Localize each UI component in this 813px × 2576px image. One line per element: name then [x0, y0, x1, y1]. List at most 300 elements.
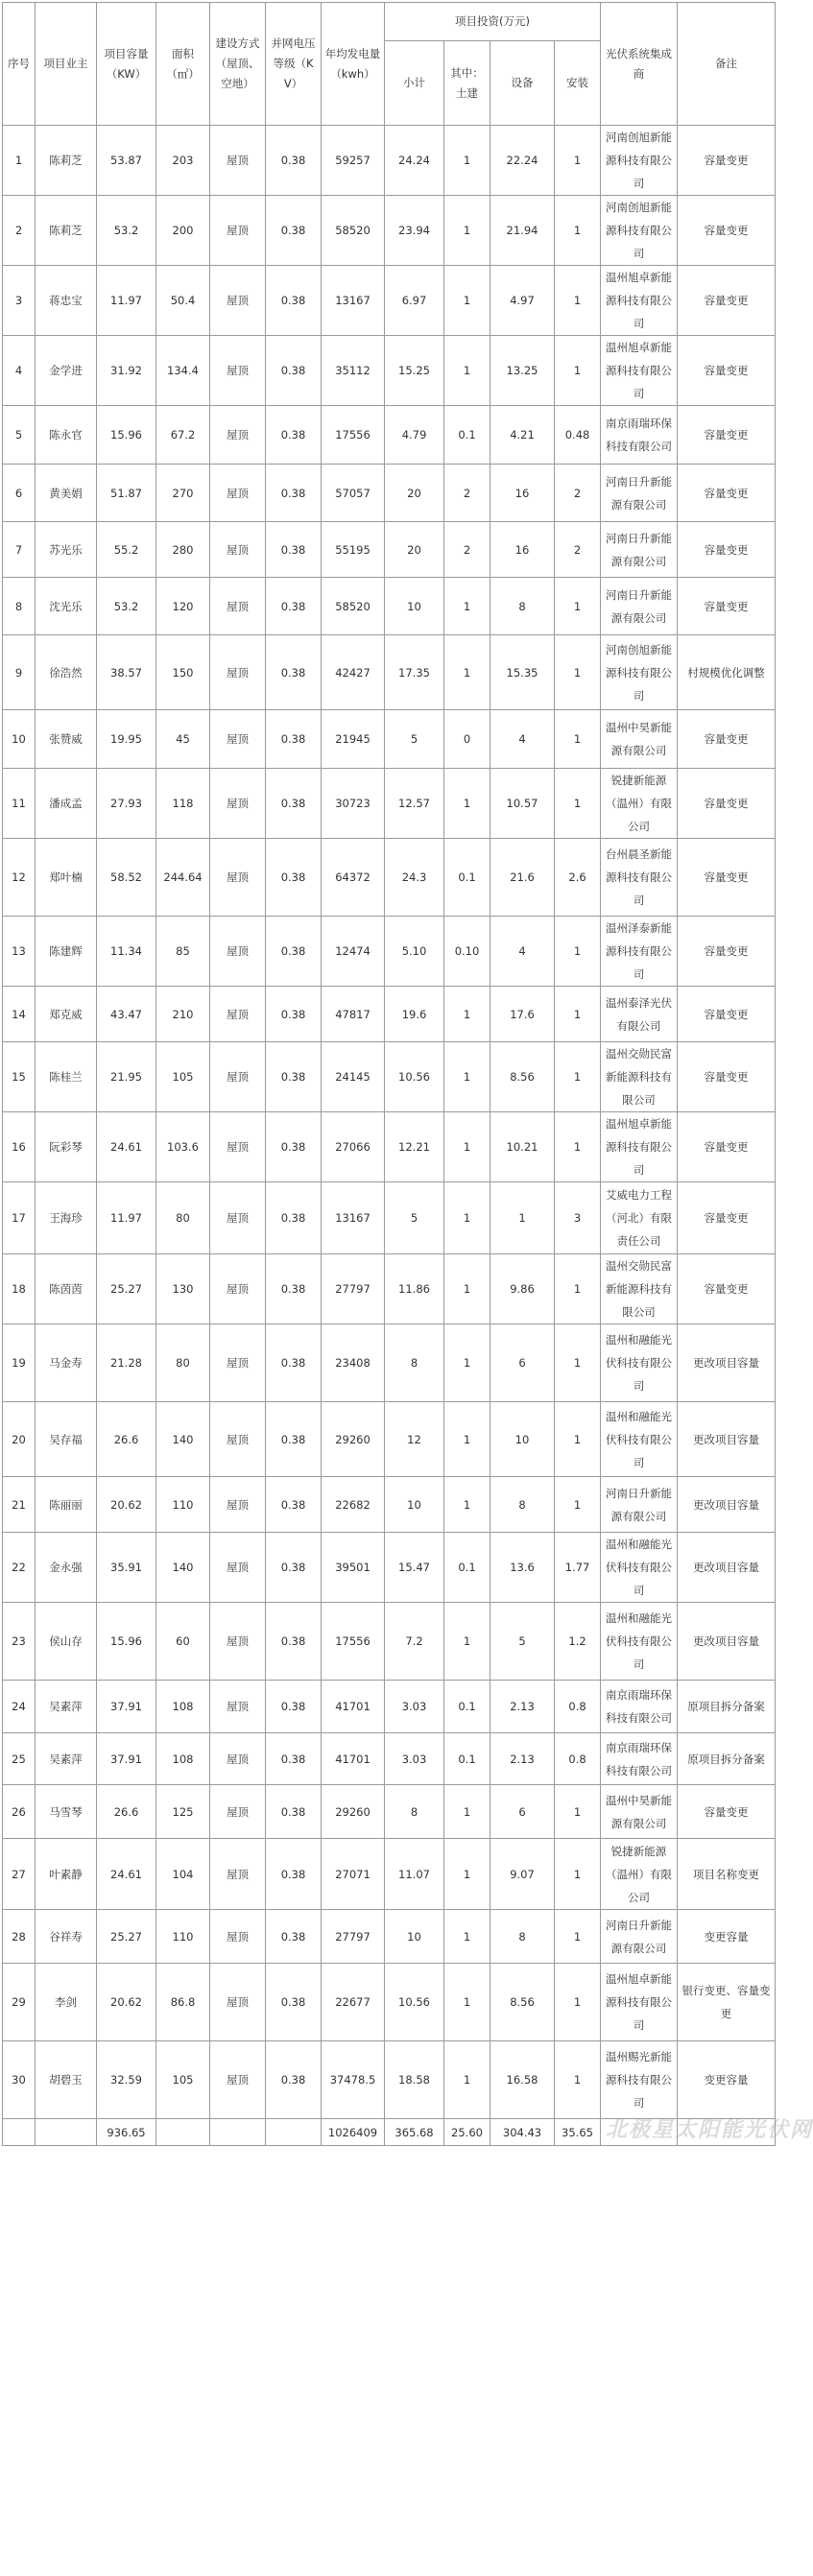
- cell-install: 1: [555, 1964, 601, 2041]
- cell-integrator: 河南创旭新能源科技有限公司: [601, 126, 678, 196]
- cell-owner: 陈建辉: [36, 917, 97, 987]
- cell-owner: 蒋忠宝: [36, 266, 97, 336]
- cell-integrator: 南京雨瑞环保科技有限公司: [601, 406, 678, 465]
- cell-seq: 11: [3, 769, 36, 839]
- cell-subtotal: 23.94: [385, 196, 444, 266]
- cell-remark: 容量变更: [678, 1182, 776, 1254]
- cell-equipment: 9.86: [490, 1254, 555, 1324]
- cell-build: 屋顶: [210, 1042, 266, 1112]
- cell-install: 1.2: [555, 1603, 601, 1681]
- cell-equipment: 1: [490, 1182, 555, 1254]
- cell-area: 85: [156, 917, 210, 987]
- total-cell-owner: [36, 2119, 97, 2146]
- cell-remark: 变更容量: [678, 2041, 776, 2119]
- cell-equipment: 16.58: [490, 2041, 555, 2119]
- cell-equipment: 8: [490, 578, 555, 635]
- cell-area: 67.2: [156, 406, 210, 465]
- cell-voltage: 0.38: [266, 266, 322, 336]
- cell-equipment: 8: [490, 1910, 555, 1964]
- cell-owner: 陈莉芝: [36, 126, 97, 196]
- table-row: [3, 1254, 776, 1324]
- cell-integrator: 温州中昊新能源有限公司: [601, 1785, 678, 1839]
- cell-seq: 26: [3, 1785, 36, 1839]
- cell-equipment: 8.56: [490, 1042, 555, 1112]
- table-row: [3, 126, 776, 196]
- cell-install: 2.6: [555, 839, 601, 917]
- cell-integrator: 温州和融能光伏科技有限公司: [601, 1402, 678, 1477]
- cell-install: 1: [555, 1785, 601, 1839]
- header-remark: 备注: [678, 3, 776, 126]
- cell-install: 1: [555, 266, 601, 336]
- project-table: [2, 2, 813, 2146]
- cell-build: 屋顶: [210, 1182, 266, 1254]
- cell-equipment: 4: [490, 710, 555, 769]
- cell-civil: 1: [444, 1112, 490, 1182]
- cell-equipment: 9.07: [490, 1839, 555, 1910]
- cell-area: 150: [156, 635, 210, 710]
- cell-civil: 1: [444, 1254, 490, 1324]
- cell-generation: 17556: [322, 406, 385, 465]
- cell-owner: 苏光乐: [36, 522, 97, 578]
- cell-generation: 23408: [322, 1324, 385, 1402]
- cell-generation: 41701: [322, 1733, 385, 1785]
- cell-seq: 17: [3, 1182, 36, 1254]
- cell-remark: 更改项目容量: [678, 1402, 776, 1477]
- cell-area: 120: [156, 578, 210, 635]
- cell-owner: 郑克威: [36, 987, 97, 1042]
- cell-generation: 39501: [322, 1533, 385, 1603]
- cell-remark: 容量变更: [678, 769, 776, 839]
- cell-voltage: 0.38: [266, 2041, 322, 2119]
- cell-equipment: 5: [490, 1603, 555, 1681]
- header-investment: 项目投资(万元): [385, 3, 601, 41]
- cell-subtotal: 15.47: [385, 1533, 444, 1603]
- cell-build: 屋顶: [210, 1603, 266, 1681]
- cell-integrator: 温州赐光新能源科技有限公司: [601, 2041, 678, 2119]
- cell-capacity: 43.47: [97, 987, 156, 1042]
- cell-subtotal: 24.3: [385, 839, 444, 917]
- cell-area: 50.4: [156, 266, 210, 336]
- cell-subtotal: 6.97: [385, 266, 444, 336]
- cell-equipment: 15.35: [490, 635, 555, 710]
- cell-equipment: 4.21: [490, 406, 555, 465]
- cell-build: 屋顶: [210, 406, 266, 465]
- cell-equipment: 6: [490, 1785, 555, 1839]
- cell-seq: 2: [3, 196, 36, 266]
- cell-civil: 1: [444, 336, 490, 406]
- cell-generation: 27071: [322, 1839, 385, 1910]
- cell-subtotal: 5.10: [385, 917, 444, 987]
- cell-integrator: 温州旭卓新能源科技有限公司: [601, 266, 678, 336]
- cell-subtotal: 10.56: [385, 1042, 444, 1112]
- cell-install: 1: [555, 1402, 601, 1477]
- cell-equipment: 13.6: [490, 1533, 555, 1603]
- cell-voltage: 0.38: [266, 1182, 322, 1254]
- cell-capacity: 15.96: [97, 1603, 156, 1681]
- cell-integrator: 温州和融能光伏科技有限公司: [601, 1324, 678, 1402]
- cell-voltage: 0.38: [266, 522, 322, 578]
- cell-generation: 27797: [322, 1910, 385, 1964]
- cell-remark: 容量变更: [678, 839, 776, 917]
- cell-build: 屋顶: [210, 710, 266, 769]
- cell-area: 45: [156, 710, 210, 769]
- cell-voltage: 0.38: [266, 839, 322, 917]
- header-voltage: 并网电压等级（KV）: [266, 3, 322, 126]
- cell-remark: 更改项目容量: [678, 1324, 776, 1402]
- cell-owner: 徐浩然: [36, 635, 97, 710]
- cell-area: 80: [156, 1182, 210, 1254]
- cell-integrator: 台州晨圣新能源科技有限公司: [601, 839, 678, 917]
- cell-integrator: 河南日升新能源有限公司: [601, 465, 678, 522]
- cell-capacity: 25.27: [97, 1254, 156, 1324]
- cell-capacity: 11.97: [97, 266, 156, 336]
- cell-equipment: 22.24: [490, 126, 555, 196]
- table-row: [3, 1533, 776, 1603]
- cell-seq: 3: [3, 266, 36, 336]
- cell-civil: 1: [444, 578, 490, 635]
- cell-owner: 陈茵茵: [36, 1254, 97, 1324]
- cell-remark: 更改项目容量: [678, 1533, 776, 1603]
- cell-area: 270: [156, 465, 210, 522]
- cell-area: 86.8: [156, 1964, 210, 2041]
- header-equipment: 设备: [490, 41, 555, 126]
- table-row: [3, 1182, 776, 1254]
- cell-equipment: 4.97: [490, 266, 555, 336]
- cell-install: 2: [555, 522, 601, 578]
- cell-integrator: 河南日升新能源有限公司: [601, 522, 678, 578]
- cell-owner: 陈莉芝: [36, 196, 97, 266]
- cell-area: 108: [156, 1733, 210, 1785]
- cell-remark: 容量变更: [678, 336, 776, 406]
- cell-owner: 叶素静: [36, 1839, 97, 1910]
- cell-civil: 1: [444, 2041, 490, 2119]
- cell-owner: 胡碧玉: [36, 2041, 97, 2119]
- header-install: 安装: [555, 41, 601, 126]
- cell-generation: 29260: [322, 1402, 385, 1477]
- cell-capacity: 53.2: [97, 196, 156, 266]
- table-row: [3, 1042, 776, 1112]
- cell-generation: 58520: [322, 196, 385, 266]
- cell-remark: 容量变更: [678, 465, 776, 522]
- cell-remark: 容量变更: [678, 1042, 776, 1112]
- cell-install: 1: [555, 1112, 601, 1182]
- cell-subtotal: 20: [385, 522, 444, 578]
- cell-voltage: 0.38: [266, 1839, 322, 1910]
- cell-voltage: 0.38: [266, 710, 322, 769]
- cell-install: 1: [555, 987, 601, 1042]
- cell-equipment: 16: [490, 522, 555, 578]
- cell-equipment: 16: [490, 465, 555, 522]
- cell-generation: 27066: [322, 1112, 385, 1182]
- cell-generation: 22682: [322, 1477, 385, 1533]
- cell-owner: 马金寿: [36, 1324, 97, 1402]
- cell-capacity: 24.61: [97, 1112, 156, 1182]
- cell-voltage: 0.38: [266, 465, 322, 522]
- cell-integrator: 河南创旭新能源科技有限公司: [601, 635, 678, 710]
- cell-capacity: 21.95: [97, 1042, 156, 1112]
- cell-remark: 容量变更: [678, 522, 776, 578]
- cell-integrator: 温州交勋民富新能源科技有限公司: [601, 1254, 678, 1324]
- cell-voltage: 0.38: [266, 1964, 322, 2041]
- table-body: [3, 126, 813, 2146]
- cell-civil: 1: [444, 1477, 490, 1533]
- cell-owner: 王海珍: [36, 1182, 97, 1254]
- cell-civil: 0.1: [444, 1733, 490, 1785]
- cell-area: 200: [156, 196, 210, 266]
- cell-capacity: 20.62: [97, 1477, 156, 1533]
- header-civil: 其中：土建: [444, 41, 490, 126]
- cell-generation: 64372: [322, 839, 385, 917]
- cell-equipment: 10.57: [490, 769, 555, 839]
- cell-build: 屋顶: [210, 1839, 266, 1910]
- total-cell-civil: 25.60: [444, 2119, 490, 2146]
- cell-area: 105: [156, 1042, 210, 1112]
- table-row: [3, 578, 776, 635]
- cell-civil: 1: [444, 1603, 490, 1681]
- cell-capacity: 11.34: [97, 917, 156, 987]
- cell-integrator: 温州中昊新能源有限公司: [601, 710, 678, 769]
- total-cell-equipment: 304.43: [490, 2119, 555, 2146]
- cell-install: 1: [555, 336, 601, 406]
- table-row: [3, 769, 776, 839]
- cell-voltage: 0.38: [266, 1910, 322, 1964]
- cell-generation: 37478.5: [322, 2041, 385, 2119]
- cell-integrator: 南京雨瑞环保科技有限公司: [601, 1733, 678, 1785]
- cell-seq: 13: [3, 917, 36, 987]
- cell-install: 1: [555, 769, 601, 839]
- cell-voltage: 0.38: [266, 1254, 322, 1324]
- cell-install: 0.8: [555, 1681, 601, 1733]
- cell-subtotal: 5: [385, 1182, 444, 1254]
- cell-civil: 0.1: [444, 1681, 490, 1733]
- cell-remark: 变更容量: [678, 1910, 776, 1964]
- cell-area: 140: [156, 1402, 210, 1477]
- cell-generation: 59257: [322, 126, 385, 196]
- cell-subtotal: 17.35: [385, 635, 444, 710]
- cell-build: 屋顶: [210, 2041, 266, 2119]
- cell-voltage: 0.38: [266, 1785, 322, 1839]
- cell-integrator: 河南创旭新能源科技有限公司: [601, 196, 678, 266]
- cell-subtotal: 10.56: [385, 1964, 444, 2041]
- cell-voltage: 0.38: [266, 1477, 322, 1533]
- table-row: [3, 465, 776, 522]
- cell-capacity: 15.96: [97, 406, 156, 465]
- cell-generation: 27797: [322, 1254, 385, 1324]
- total-cell-generation: 1026409: [322, 2119, 385, 2146]
- cell-integrator: 锐捷新能源（温州）有限公司: [601, 1839, 678, 1910]
- cell-build: 屋顶: [210, 635, 266, 710]
- cell-remark: 银行变更、容量变更: [678, 1964, 776, 2041]
- cell-seq: 25: [3, 1733, 36, 1785]
- cell-generation: 35112: [322, 336, 385, 406]
- cell-remark: 容量变更: [678, 578, 776, 635]
- cell-build: 屋顶: [210, 917, 266, 987]
- cell-equipment: 17.6: [490, 987, 555, 1042]
- cell-capacity: 26.6: [97, 1402, 156, 1477]
- cell-integrator: 温州和融能光伏科技有限公司: [601, 1603, 678, 1681]
- cell-install: 1: [555, 2041, 601, 2119]
- cell-owner: 潘成孟: [36, 769, 97, 839]
- cell-install: 2: [555, 465, 601, 522]
- cell-voltage: 0.38: [266, 1042, 322, 1112]
- total-cell-build: [210, 2119, 266, 2146]
- cell-equipment: 21.94: [490, 196, 555, 266]
- cell-seq: 24: [3, 1681, 36, 1733]
- cell-seq: 8: [3, 578, 36, 635]
- cell-subtotal: 12.21: [385, 1112, 444, 1182]
- cell-install: 1: [555, 1324, 601, 1402]
- cell-seq: 7: [3, 522, 36, 578]
- cell-seq: 28: [3, 1910, 36, 1964]
- cell-subtotal: 12.57: [385, 769, 444, 839]
- cell-civil: 1: [444, 1402, 490, 1477]
- cell-generation: 42427: [322, 635, 385, 710]
- cell-build: 屋顶: [210, 1910, 266, 1964]
- cell-install: 1: [555, 1839, 601, 1910]
- cell-equipment: 2.13: [490, 1681, 555, 1733]
- cell-capacity: 38.57: [97, 635, 156, 710]
- cell-equipment: 21.6: [490, 839, 555, 917]
- cell-voltage: 0.38: [266, 126, 322, 196]
- cell-build: 屋顶: [210, 1785, 266, 1839]
- cell-owner: 谷祥寿: [36, 1910, 97, 1964]
- cell-owner: 陈丽丽: [36, 1477, 97, 1533]
- cell-install: 1: [555, 1477, 601, 1533]
- cell-voltage: 0.38: [266, 1324, 322, 1402]
- cell-install: 1.77: [555, 1533, 601, 1603]
- cell-generation: 55195: [322, 522, 385, 578]
- cell-install: 1: [555, 578, 601, 635]
- cell-install: 0.48: [555, 406, 601, 465]
- cell-remark: 容量变更: [678, 1112, 776, 1182]
- cell-owner: 阮彩琴: [36, 1112, 97, 1182]
- cell-area: 118: [156, 769, 210, 839]
- cell-build: 屋顶: [210, 1254, 266, 1324]
- cell-voltage: 0.38: [266, 1533, 322, 1603]
- cell-subtotal: 7.2: [385, 1603, 444, 1681]
- total-cell-area: [156, 2119, 210, 2146]
- table-row: [3, 710, 776, 769]
- cell-voltage: 0.38: [266, 1402, 322, 1477]
- cell-capacity: 20.62: [97, 1964, 156, 2041]
- cell-owner: 张赞威: [36, 710, 97, 769]
- cell-seq: 14: [3, 987, 36, 1042]
- table-row: [3, 635, 776, 710]
- cell-voltage: 0.38: [266, 406, 322, 465]
- cell-civil: 1: [444, 266, 490, 336]
- cell-equipment: 13.25: [490, 336, 555, 406]
- cell-subtotal: 5: [385, 710, 444, 769]
- cell-integrator: 温州交勋民富新能源科技有限公司: [601, 1042, 678, 1112]
- cell-seq: 27: [3, 1839, 36, 1910]
- cell-subtotal: 10: [385, 1477, 444, 1533]
- cell-area: 110: [156, 1910, 210, 1964]
- cell-voltage: 0.38: [266, 987, 322, 1042]
- cell-remark: 村规模优化调整: [678, 635, 776, 710]
- table-row: [3, 336, 776, 406]
- cell-civil: 1: [444, 1324, 490, 1402]
- cell-voltage: 0.38: [266, 1112, 322, 1182]
- cell-area: 110: [156, 1477, 210, 1533]
- cell-install: 0.8: [555, 1733, 601, 1785]
- table-row: [3, 1785, 776, 1839]
- table-row: [3, 1910, 776, 1964]
- cell-install: 1: [555, 196, 601, 266]
- cell-capacity: 19.95: [97, 710, 156, 769]
- cell-build: 屋顶: [210, 839, 266, 917]
- cell-capacity: 55.2: [97, 522, 156, 578]
- table-row: [3, 839, 776, 917]
- cell-generation: 58520: [322, 578, 385, 635]
- cell-voltage: 0.38: [266, 917, 322, 987]
- cell-generation: 30723: [322, 769, 385, 839]
- cell-integrator: 锐捷新能源（温州）有限公司: [601, 769, 678, 839]
- cell-owner: 李剑: [36, 1964, 97, 2041]
- cell-area: 203: [156, 126, 210, 196]
- header-generation: 年均发电量（kwh）: [322, 3, 385, 126]
- table-row: [3, 1603, 776, 1681]
- cell-capacity: 37.91: [97, 1733, 156, 1785]
- cell-build: 屋顶: [210, 769, 266, 839]
- cell-capacity: 31.92: [97, 336, 156, 406]
- cell-integrator: 南京雨瑞环保科技有限公司: [601, 1681, 678, 1733]
- cell-voltage: 0.38: [266, 635, 322, 710]
- cell-civil: 1: [444, 1910, 490, 1964]
- cell-civil: 1: [444, 987, 490, 1042]
- cell-remark: 容量变更: [678, 266, 776, 336]
- table-row: [3, 266, 776, 336]
- cell-integrator: 温州旭卓新能源科技有限公司: [601, 336, 678, 406]
- cell-build: 屋顶: [210, 1681, 266, 1733]
- cell-owner: 陈永官: [36, 406, 97, 465]
- cell-owner: 吴存福: [36, 1402, 97, 1477]
- header-subtotal: 小计: [385, 41, 444, 126]
- cell-seq: 23: [3, 1603, 36, 1681]
- cell-seq: 10: [3, 710, 36, 769]
- cell-civil: 1: [444, 769, 490, 839]
- cell-build: 屋顶: [210, 578, 266, 635]
- cell-remark: 更改项目容量: [678, 1477, 776, 1533]
- cell-install: 3: [555, 1182, 601, 1254]
- cell-install: 1: [555, 917, 601, 987]
- total-cell-capacity: 936.65: [97, 2119, 156, 2146]
- cell-seq: 12: [3, 839, 36, 917]
- cell-equipment: 2.13: [490, 1733, 555, 1785]
- cell-subtotal: 20: [385, 465, 444, 522]
- table-row: [3, 1112, 776, 1182]
- table-row: [3, 1839, 776, 1910]
- cell-subtotal: 4.79: [385, 406, 444, 465]
- cell-capacity: 25.27: [97, 1910, 156, 1964]
- cell-area: 244.64: [156, 839, 210, 917]
- cell-area: 104: [156, 1839, 210, 1910]
- cell-seq: 22: [3, 1533, 36, 1603]
- cell-voltage: 0.38: [266, 769, 322, 839]
- header-seq: 序号: [3, 3, 36, 126]
- cell-voltage: 0.38: [266, 578, 322, 635]
- cell-seq: 15: [3, 1042, 36, 1112]
- cell-owner: 金永强: [36, 1533, 97, 1603]
- cell-build: 屋顶: [210, 1964, 266, 2041]
- cell-remark: 容量变更: [678, 987, 776, 1042]
- cell-voltage: 0.38: [266, 1733, 322, 1785]
- cell-subtotal: 10: [385, 578, 444, 635]
- cell-area: 140: [156, 1533, 210, 1603]
- cell-remark: 容量变更: [678, 1785, 776, 1839]
- cell-generation: 22677: [322, 1964, 385, 2041]
- cell-owner: 侯山存: [36, 1603, 97, 1681]
- cell-seq: 16: [3, 1112, 36, 1182]
